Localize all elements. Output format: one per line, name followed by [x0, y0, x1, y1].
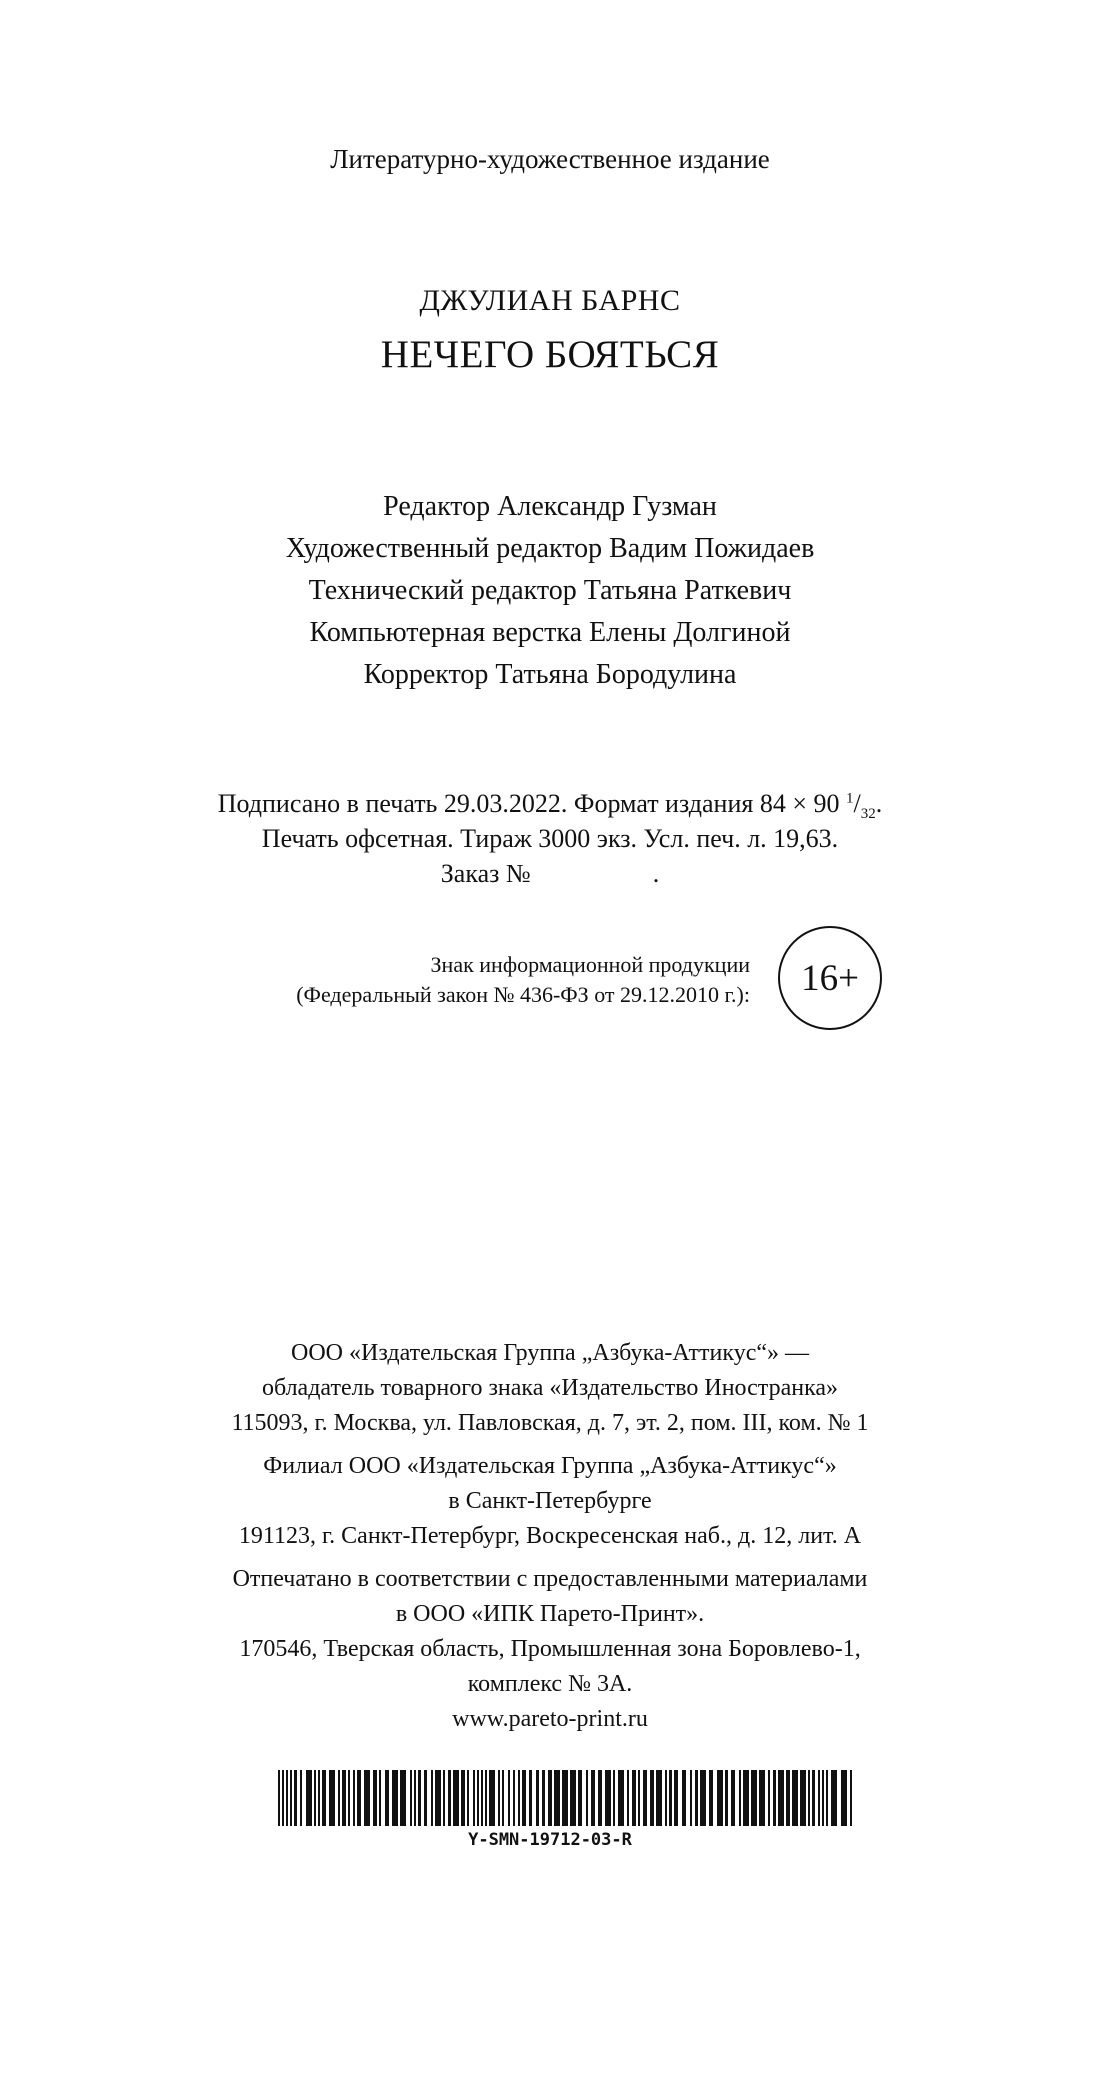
book-title: НЕЧЕГО БОЯТЬСЯ — [380, 333, 720, 376]
barcode-bar — [338, 1770, 340, 1826]
credits-list — [0, 486, 1100, 696]
barcode-bar — [542, 1770, 545, 1826]
credit-technical-editor: Технический редактор Татьяна Раткевич — [308, 575, 792, 606]
info-sign-line-1: Знак информационной продукции — [430, 952, 750, 977]
barcode — [278, 1770, 856, 1826]
barcode-bar — [638, 1770, 640, 1826]
barcode-bar — [379, 1770, 381, 1826]
barcode-bar — [357, 1770, 361, 1826]
age-rating-text: 16+ — [801, 957, 859, 999]
barcode-bar — [529, 1770, 532, 1826]
barcode-bar — [477, 1770, 479, 1826]
barcode-bar — [522, 1770, 526, 1826]
publisher-info — [0, 1336, 1100, 1745]
book-author: ДЖУЛИАН БАРНС — [419, 284, 681, 317]
barcode-bar — [618, 1770, 624, 1826]
barcode-bar — [489, 1770, 495, 1826]
barcode-bar — [674, 1770, 678, 1826]
barcode-bar — [410, 1770, 412, 1826]
printer-info — [0, 1562, 1100, 1737]
barcode-bar — [481, 1770, 483, 1826]
printer-line: Отпечатано в соответствии с предоставленными материалами — [232, 1566, 868, 1592]
barcode-bar — [322, 1770, 326, 1826]
barcode-bar — [385, 1770, 389, 1826]
barcode-bar — [786, 1770, 790, 1826]
barcode-bar — [554, 1770, 560, 1826]
info-product-sign — [240, 950, 750, 1010]
barcode-bar — [548, 1770, 552, 1826]
barcode-bar — [348, 1770, 350, 1826]
format-slash: / — [853, 789, 861, 818]
barcode-bar — [578, 1770, 582, 1826]
barcode-bar — [278, 1770, 280, 1826]
order-end: . — [652, 859, 660, 888]
barcode-bar — [682, 1770, 686, 1826]
credit-art-editor: Художественный редактор Вадим Пожидаев — [285, 533, 815, 564]
barcode-bar — [792, 1770, 798, 1826]
barcode-bar — [643, 1770, 647, 1826]
barcode-bar — [294, 1770, 297, 1826]
publisher-branch-line: 191123, г. Санкт-Петербург, Воскресенская наб., д. 12, лит. А — [238, 1523, 862, 1549]
barcode-bar — [778, 1770, 784, 1826]
barcode-bar — [613, 1770, 615, 1826]
order-number — [0, 856, 1100, 891]
barcode-bar — [373, 1770, 377, 1826]
barcode-bar — [461, 1770, 465, 1826]
order-label: Заказ № — [440, 859, 531, 888]
format-numerator: 1 — [846, 790, 854, 807]
publisher-main-line: ООО «Издательская Группа „Азбука-Аттикус“» — — [291, 1340, 809, 1366]
barcode-bar — [768, 1770, 770, 1826]
barcode-bar — [448, 1770, 451, 1826]
barcode-bar — [841, 1770, 847, 1826]
barcode-bar — [286, 1770, 288, 1826]
barcode-bar — [502, 1770, 504, 1826]
barcode-bar — [424, 1770, 427, 1826]
barcode-bar — [485, 1770, 487, 1826]
barcode-bar — [314, 1770, 316, 1826]
barcode-bar — [822, 1770, 824, 1826]
barcode-bar — [400, 1770, 406, 1826]
printing-line-2: Печать офсетная. Тираж 3000 экз. Усл. печ. л. 19,63. — [261, 824, 839, 853]
barcode-bar — [717, 1770, 723, 1826]
format-denominator: 32 — [860, 806, 876, 823]
printer-line: в ООО «ИПК Парето-Принт». — [395, 1601, 705, 1627]
barcode-bar — [318, 1770, 320, 1826]
barcode-bar — [690, 1770, 692, 1826]
credit-proofreader: Корректор Татьяна Бородулина — [363, 659, 737, 690]
barcode-bar — [467, 1770, 469, 1826]
barcode-bar — [591, 1770, 595, 1826]
barcode-bar — [850, 1770, 852, 1826]
barcode-bar — [605, 1770, 611, 1826]
barcode-bar — [300, 1770, 302, 1826]
credit-layout: Компьютерная верстка Елены Долгиной — [309, 617, 791, 648]
printing-info — [0, 786, 1100, 891]
barcode-bar — [435, 1770, 441, 1826]
barcode-bar — [513, 1770, 515, 1826]
barcode-bar — [586, 1770, 588, 1826]
barcode-bar — [392, 1770, 398, 1826]
barcode-bar — [364, 1770, 370, 1826]
printing-line-1 — [0, 786, 1100, 821]
barcode-bar — [536, 1770, 539, 1826]
signed-for-print: Подписано в печать 29.03.2022. Формат издания 84 × 90 — [217, 789, 846, 818]
printer-website: www.pareto-print.ru — [452, 1706, 648, 1732]
barcode-bar — [731, 1770, 735, 1826]
barcode-bar — [443, 1770, 445, 1826]
barcode-bar — [665, 1770, 667, 1826]
barcode-bar — [743, 1770, 749, 1826]
barcode-bar — [669, 1770, 672, 1826]
barcode-bar — [570, 1770, 576, 1826]
barcode-bar — [342, 1770, 346, 1826]
barcode-code: Y-SMN-19712-03-R — [468, 1830, 632, 1850]
barcode-bar — [453, 1770, 459, 1826]
barcode-bar — [498, 1770, 500, 1826]
publisher-main-line: обладатель товарного знака «Издательство Иностранка» — [261, 1375, 839, 1401]
barcode-bar — [800, 1770, 806, 1826]
barcode-bar — [650, 1770, 654, 1826]
barcode-bar — [306, 1770, 312, 1826]
barcode-bar — [632, 1770, 636, 1826]
barcode-bar — [826, 1770, 828, 1826]
barcode-bar — [812, 1770, 815, 1826]
barcode-bar — [709, 1770, 713, 1826]
barcode-bar — [773, 1770, 776, 1826]
barcode-bar — [695, 1770, 698, 1826]
barcode-bar — [562, 1770, 568, 1826]
barcode-bar — [329, 1770, 335, 1826]
barcode-bar — [656, 1770, 662, 1826]
printer-line: 170546, Тверская область, Промышленная зона Боровлево-1, — [239, 1636, 861, 1662]
publisher-branch-line: в Санкт-Петербурге — [448, 1488, 652, 1514]
publisher-main-line: 115093, г. Москва, ул. Павловская, д. 7, эт. 2, пом. III, ком. № 1 — [231, 1410, 869, 1436]
barcode-bar — [508, 1770, 510, 1826]
barcode-bar — [431, 1770, 433, 1826]
barcode-bar — [518, 1770, 520, 1826]
barcode-bar — [831, 1770, 837, 1826]
publisher-main — [0, 1336, 1100, 1441]
barcode-bar — [290, 1770, 292, 1826]
barcode-bar — [598, 1770, 602, 1826]
barcode-bar — [808, 1770, 810, 1826]
barcode-bar — [282, 1770, 284, 1826]
printer-line: комплекс № 3А. — [467, 1671, 633, 1697]
edition-type: Литературно-художественное издание — [330, 144, 770, 174]
publisher-branch-line: Филиал ООО «Издательская Группа „Азбука-Аттикус“» — [263, 1453, 837, 1479]
barcode-bar — [353, 1770, 355, 1826]
barcode-bar — [759, 1770, 765, 1826]
barcode-bar — [739, 1770, 741, 1826]
age-rating-badge — [778, 926, 882, 1030]
info-sign-line-2: (Федеральный закон № 436-ФЗ от 29.12.2010 г.): — [296, 982, 750, 1007]
format-end: . — [875, 789, 883, 818]
barcode-bar — [700, 1770, 706, 1826]
publisher-branch — [0, 1449, 1100, 1554]
credit-editor: Редактор Александр Гузман — [383, 491, 717, 522]
barcode-bar — [751, 1770, 757, 1826]
barcode-bar — [414, 1770, 416, 1826]
barcode-bar — [818, 1770, 820, 1826]
barcode-bar — [725, 1770, 728, 1826]
barcode-bar — [418, 1770, 421, 1826]
barcode-bar — [627, 1770, 629, 1826]
barcode-bar — [473, 1770, 475, 1826]
